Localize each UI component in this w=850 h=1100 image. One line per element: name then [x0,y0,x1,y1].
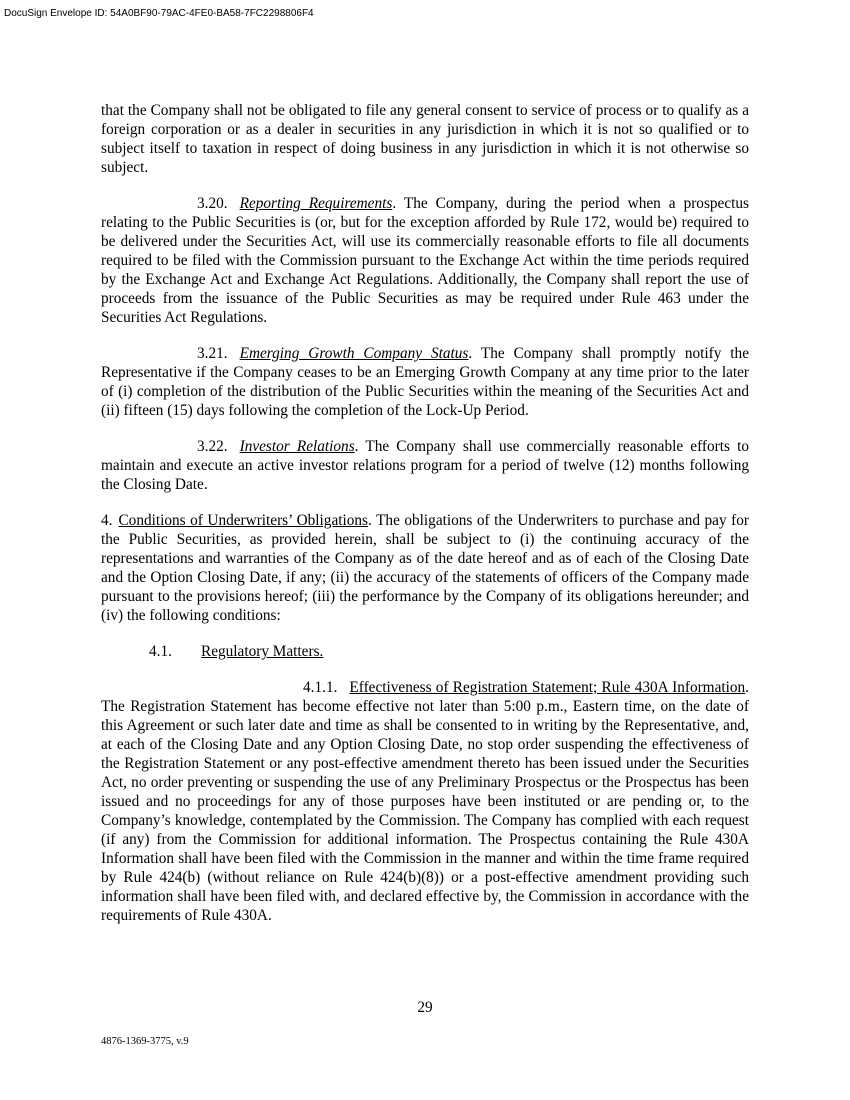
page-number: 29 [417,999,433,1016]
section-number: 4. [101,512,113,529]
section-body: . The Company shall use commercially reasonable efforts to maintain and execute an active investor relations program for a period of twelve (12) months following the Closing Date. [101,438,749,493]
section-number: 3.21. [197,345,228,362]
section-4 [101,511,749,625]
section-title: Effectiveness of Registration Statement; Rule 430A Information [349,679,746,696]
section-body: . The Registration Statement has become effective not later than 5:00 p.m., Eastern time, on the date of this Agreement or such later date and time as shall be consented to in writing by the Representative, and, at each of the Closing Date and any Option Closing Date, no stop order suspending the effectiveness of the Registration Statement or any post-effective amendment thereto has been issued under the Securities Act, no order preventing or suspending the use of any Preliminary Prospectus or the Prospectus has been issued and no proceedings for any of those purposes have been instituted or are pending or, to the Company’s knowledge, contemplated by the Commission. The Company has complied with each request (if any) from the Commission for additional information. The Prospectus containing the Rule 430A Information shall have been filed with the Commission in the manner and within the time frame required by Rule 424(b) (without reliance on Rule 424(b)(8)) or a post-effective amendment providing such information shall have been filed with, and declared effective by, the Commission in accordance with the requirements of Rule 430A. [101,679,749,924]
section-3-20 [101,194,749,327]
document-body [101,101,749,942]
section-title: Regulatory Matters. [201,643,324,660]
section-4-1 [101,642,749,661]
paragraph-continuation: that the Company shall not be obligated to file any general consent to service of process or to qualify as a foreign corporation or as a dealer in securities in any jurisdiction in which it is not so qualified or to subject itself to taxation in respect of doing business in any jurisdiction in which it is not otherwise so subject. [101,102,749,176]
section-title: Conditions of Underwriters’ Obligations [118,512,368,529]
section-body: . The Company shall promptly notify the Representative if the Company ceases to be an Emerging Growth Company at any time prior to the later of (i) completion of the distribution of the Public Securities within the meaning of the Securities Act and (ii) fifteen (15) days following the completion of the Lock-Up Period. [101,345,749,419]
document-id: 4876-1369-3775, v.9 [101,1036,189,1047]
section-title: Emerging Growth Company Status [239,345,469,362]
section-4-1-1 [101,678,749,925]
section-number: 4.1. [149,643,172,660]
section-body: . The Company, during the period when a prospectus relating to the Public Securities is (or, but for the exception afforded by Rule 172, would be) required to be delivered under the Securities Act, will use its commercially reasonable efforts to file all documents required to be filed with the Commission pursuant to the Exchange Act within the time periods required by the Exchange Act and Exchange Act Regulations. Additionally, the Company shall report the use of proceeds from the issuance of the Public Securities as may be required under Rule 463 under the Securities Act Regulations. [101,195,749,326]
section-3-21 [101,344,749,420]
section-number: 3.22. [197,438,228,455]
section-title: Investor Relations [239,438,355,455]
section-3-22 [101,437,749,494]
section-number: 4.1.1. [303,679,338,696]
section-number: 3.20. [197,195,228,212]
section-title: Reporting Requirements [239,195,393,212]
section-body: . The obligations of the Underwriters to purchase and pay for the Public Securities, as provided herein, shall be subject to (i) the continuing accuracy of the representations and warranties of the Company as of the date hereof and as of each of the Closing Date and the Option Closing Date, if any; (ii) the accuracy of the statements of officers of the Company made pursuant to the provisions hereof; (iii) the performance by the Company of its obligations hereunder; and (iv) the following conditions: [101,512,749,624]
docusign-envelope-id: DocuSign Envelope ID: 54A0BF90-79AC-4FE0-BA58-7FC2298806F4 [4,8,314,19]
